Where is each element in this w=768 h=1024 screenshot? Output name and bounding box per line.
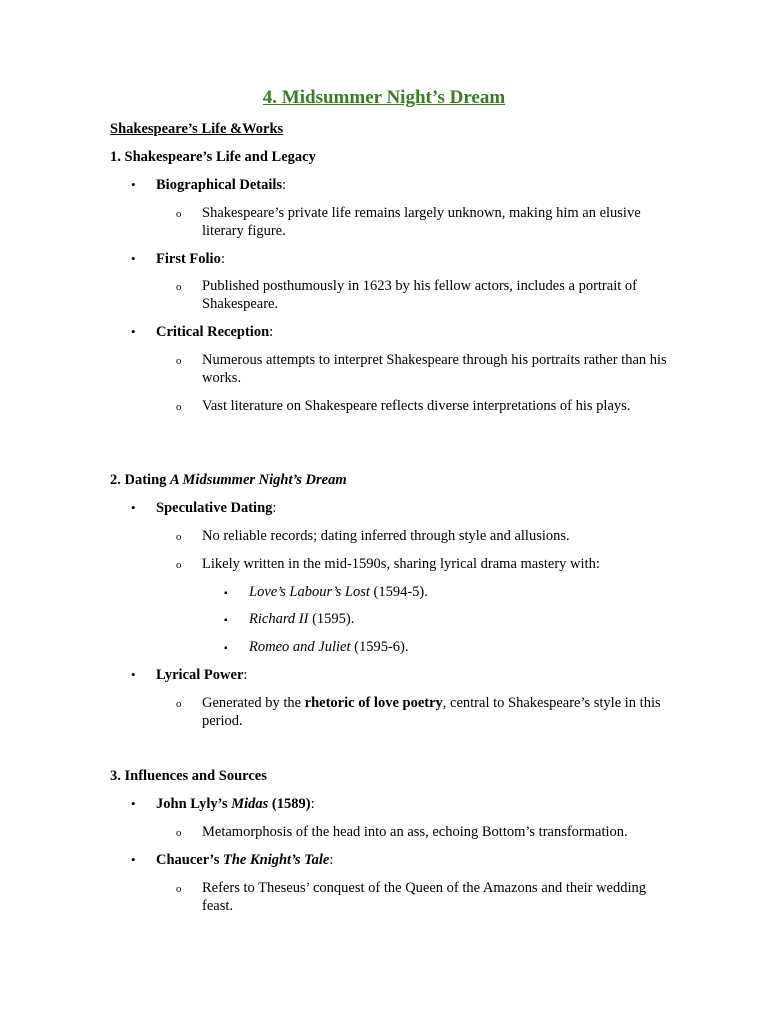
- sub-marker: o: [176, 559, 182, 571]
- bullet-marker: •: [131, 324, 136, 339]
- label-colon: :: [220, 251, 225, 267]
- sub-text-bold: rhetoric of love poetry: [304, 695, 443, 711]
- bullet-marker: •: [131, 251, 136, 266]
- sub-marker: o: [176, 208, 182, 220]
- label-italic: The Knight’s Tale: [222, 852, 330, 868]
- section-heading-3: 3. Influences and Sources: [110, 768, 267, 784]
- bullet-label: Speculative Dating: [156, 500, 273, 516]
- sub-marker-row: [176, 694, 202, 713]
- work-year: (1595-6).: [350, 639, 409, 655]
- label-colon: :: [269, 324, 274, 340]
- bullet-item: [131, 851, 333, 869]
- sub-item-text: Likely written in the mid-1590s, sharing lyrical drama mastery with:: [202, 556, 600, 572]
- sub-marker-row: [176, 277, 202, 296]
- bullet-item: [131, 499, 276, 517]
- sub-text-pre: Generated by the: [202, 695, 305, 711]
- square-marker: ▪: [224, 588, 228, 599]
- sub-marker-row: [176, 204, 202, 223]
- sub-marker-row: [176, 397, 202, 416]
- bullet-label: [156, 796, 311, 812]
- bullet-item: [131, 666, 247, 684]
- label-italic: Midas: [231, 796, 269, 812]
- sub-marker-row: [176, 555, 202, 574]
- work-year: (1595).: [308, 611, 355, 627]
- square-marker: ▪: [224, 643, 228, 654]
- label-colon: :: [310, 796, 315, 812]
- bullet-item: [131, 323, 273, 341]
- bullet-item: [131, 176, 286, 194]
- sub-marker: o: [176, 281, 182, 293]
- bullet-label: [156, 852, 329, 868]
- page-title: 4. Midsummer Night’s Dream: [262, 87, 506, 108]
- label-colon: :: [329, 852, 334, 868]
- label-pre: Chaucer’s: [156, 852, 223, 868]
- sub-marker: o: [176, 401, 182, 413]
- sub-marker-row: [176, 823, 202, 842]
- work-title: Richard II: [249, 611, 309, 627]
- bullet-marker: •: [131, 852, 136, 867]
- label-colon: :: [272, 500, 277, 516]
- bullet-marker: •: [131, 667, 136, 682]
- sub-text-post: , central to Shakespeare’s style in this period.: [202, 695, 661, 729]
- bullet-label: Lyrical Power: [156, 667, 244, 683]
- label-colon: :: [282, 177, 287, 193]
- bullet-label: First Folio: [156, 251, 221, 267]
- sub-item-text: Metamorphosis of the head into an ass, echoing Bottom’s transformation.: [202, 824, 628, 840]
- section-heading-prefix: 2. Dating: [110, 472, 171, 488]
- sub-marker-row: [176, 527, 202, 546]
- bullet-label: Critical Reception: [156, 324, 270, 340]
- sub-marker-row: [176, 351, 202, 370]
- sub-marker-row: [176, 879, 202, 898]
- bullet-marker: •: [131, 796, 136, 811]
- sub-item-text: No reliable records; dating inferred through style and allusions.: [202, 528, 570, 544]
- bullet-item: [131, 250, 225, 268]
- section-heading-2: [110, 471, 347, 489]
- bullet-marker: •: [131, 500, 136, 515]
- subheading: Shakespeare’s Life &Works: [110, 121, 284, 137]
- work-year: (1594-5).: [369, 584, 428, 600]
- work-item: [224, 583, 428, 603]
- sub-item-text: Published posthumously in 1623 by his fellow actors, includes a portrait of Shakespeare.: [202, 278, 637, 312]
- label-post: (1589): [268, 796, 311, 812]
- work-item: [224, 610, 354, 630]
- sub-item-text: Shakespeare’s private life remains largely unknown, making him an elusive literary figure.: [202, 205, 641, 239]
- bullet-label: Biographical Details: [156, 177, 283, 193]
- sub-item-text: Numerous attempts to interpret Shakespeare through his portraits rather than his works.: [202, 352, 667, 386]
- bullet-item: [131, 795, 315, 813]
- label-pre: John Lyly’s: [156, 796, 232, 812]
- sub-marker: o: [176, 883, 182, 895]
- sub-item-text: [202, 694, 672, 730]
- label-colon: :: [243, 667, 248, 683]
- section-heading-1: 1. Shakespeare’s Life and Legacy: [110, 149, 316, 165]
- sub-item-text: Vast literature on Shakespeare reflects diverse interpretations of his plays.: [202, 398, 631, 414]
- square-marker: ▪: [224, 615, 228, 626]
- work-item: [224, 638, 408, 658]
- sub-marker: o: [176, 827, 182, 839]
- section-heading-italic: A Midsummer Night’s Dream: [170, 472, 347, 488]
- work-title: Romeo and Juliet: [249, 639, 351, 655]
- sub-marker: o: [176, 355, 182, 367]
- sub-item-text: Refers to Theseus’ conquest of the Queen of the Amazons and their wedding feast.: [202, 880, 647, 914]
- sub-marker: o: [176, 698, 182, 710]
- sub-marker: o: [176, 531, 182, 543]
- work-title: Love’s Labour’s Lost: [249, 584, 370, 600]
- bullet-marker: •: [131, 177, 136, 192]
